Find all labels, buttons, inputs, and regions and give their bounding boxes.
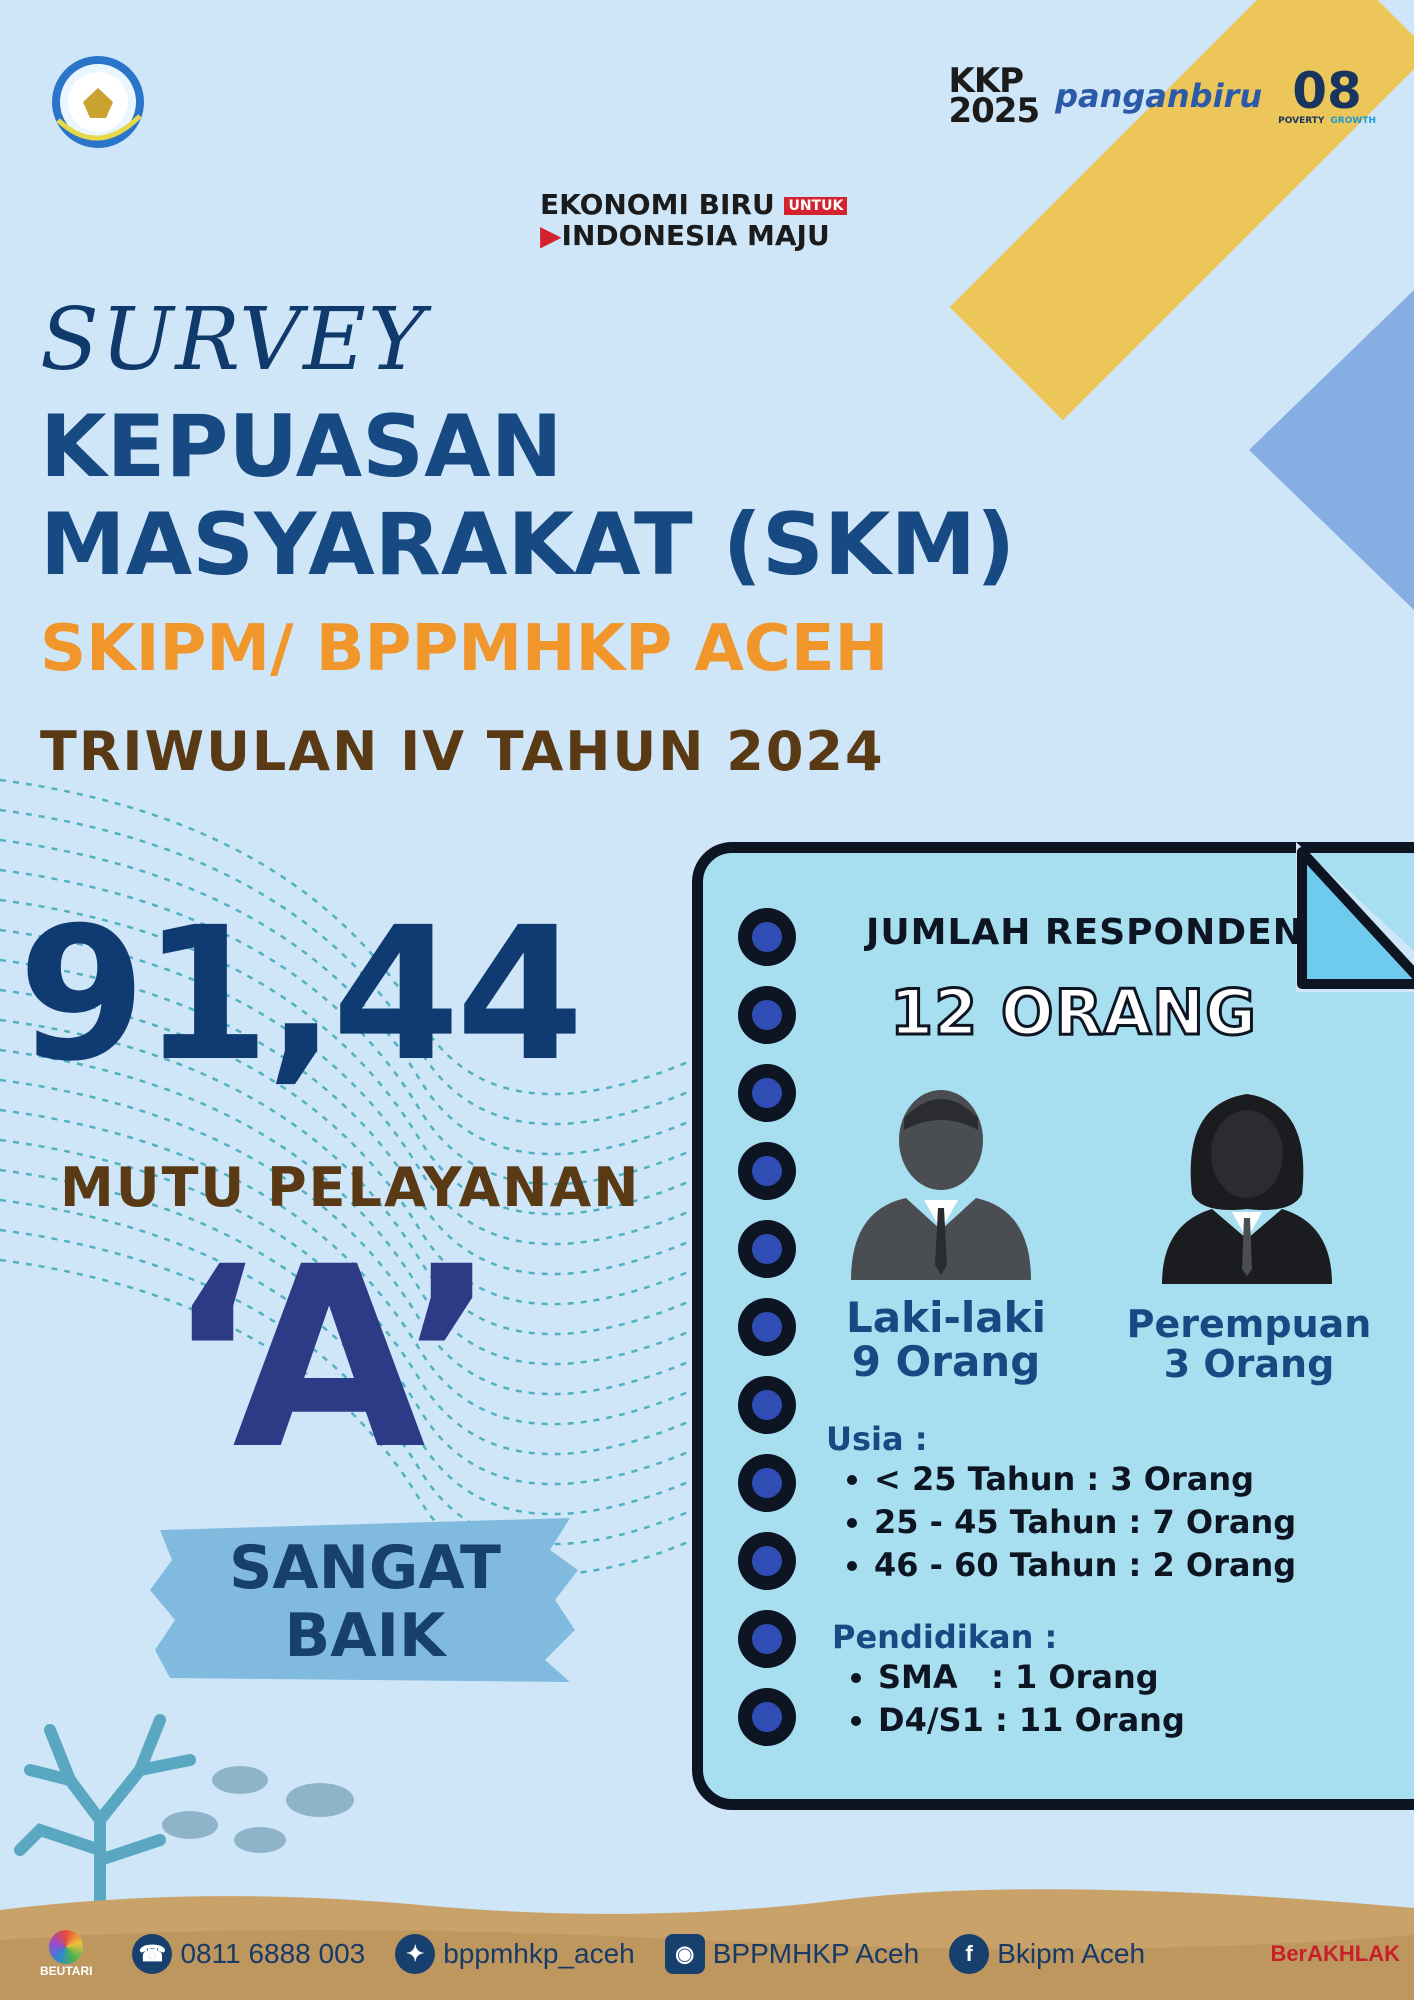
office-title: SKIPM/ BPPMHKP ACEH [40,612,889,686]
zero-eight-growth: GROWTH [1330,116,1376,126]
service-quality-label: MUTU PELAYANAN [60,1156,641,1219]
age-title: Usia : [826,1420,928,1458]
facebook-contact[interactable] [949,1934,1145,1974]
zero-eight-logo [1278,62,1376,126]
category-label [150,1534,580,1670]
phone-contact[interactable] [132,1934,365,1974]
binder-ring [738,986,796,1044]
instagram-contact[interactable] [665,1934,919,1974]
education-title: Pendidikan : [832,1618,1058,1656]
female-label: Perempuan [1126,1302,1372,1346]
category-line2: BAIK [284,1601,446,1671]
kkp-2025-logo [948,61,1040,131]
male-count: 9 Orang [851,1337,1041,1386]
binder-ring [738,1298,796,1356]
binder-ring [738,1532,796,1590]
beutari-emblem [49,1930,83,1964]
male-label: Laki-laki [846,1293,1046,1342]
education-list [832,1656,1312,1742]
facebook-handle: Bkipm Aceh [997,1938,1146,1969]
list-item: • < 25 Tahun : 3 Orang [874,1458,1326,1501]
instagram-icon: ◉ [665,1934,705,1974]
age-section [826,1420,1326,1587]
binder-ring [738,1688,796,1746]
list-item: • D4/S1 : 11 Orang [878,1699,1312,1742]
respondent-total: 12 ORANG [890,976,1258,1049]
card-corner-fold [1296,842,1414,992]
main-title-line1: KEPUASAN [40,397,563,497]
binder-ring [738,1454,796,1512]
blue-triangle-decor [1249,290,1414,610]
twitter-contact[interactable] [395,1934,634,1974]
service-grade: ‘A’ [166,1213,498,1504]
ekonomi-biru-tagline: EKONOMI BIRU UNTUK ▶INDONESIA MAJU [540,190,847,251]
male-block [836,1293,1056,1386]
category-line1: SANGAT [229,1533,501,1603]
twitter-icon: ✦ [395,1934,435,1974]
beutari-text: BEUTARI [40,1964,93,1978]
zero-eight-poverty: POVERTY [1278,116,1325,126]
panganbiru-logo: panganbiru [1055,77,1263,115]
survey-title: SURVEY [40,290,427,390]
twitter-handle: bppmhkp_aceh [443,1938,635,1969]
instagram-handle: BPPMHKP Aceh [712,1938,920,1969]
zero-eight-number: 08 [1292,62,1362,120]
binder-ring [738,1376,796,1434]
phone-icon: ☎ [132,1934,172,1974]
kkp-logo-line1: KKP [948,61,1024,101]
tagline-line2: INDONESIA MAJU [561,219,830,252]
education-section [832,1618,1312,1742]
satisfaction-score: 91,44 [18,888,581,1102]
female-count: 3 Orang [1163,1342,1335,1386]
main-title-line2: MASYARAKAT (SKM) [40,495,1016,595]
binder-ring [738,1220,796,1278]
period-title: TRIWULAN IV TAHUN 2024 [40,720,885,783]
binder-ring [738,1610,796,1668]
female-person-icon [1152,1084,1342,1284]
kkp-logo-line2: 2025 [948,91,1040,131]
coral-fish-illustration [10,1700,380,1910]
main-title [40,398,1015,594]
list-item: • SMA : 1 Orang [878,1656,1312,1699]
list-item: • 25 - 45 Tahun : 7 Orang [874,1501,1326,1544]
age-list [826,1458,1326,1587]
binder-ring [738,1142,796,1200]
binder-ring [738,908,796,966]
tagline-tag: UNTUK [784,197,847,215]
berakhlak-text: BerAKHLAK [1270,1941,1400,1966]
male-person-icon [846,1080,1036,1280]
respondent-heading: JUMLAH RESPONDEN [866,912,1304,953]
partner-brands [948,61,1376,131]
facebook-icon: f [949,1934,989,1974]
binder-ring [738,1064,796,1122]
female-block [1114,1304,1384,1384]
phone-number: 0811 6888 003 [180,1938,366,1969]
tagline-line1: EKONOMI BIRU [540,188,775,221]
berakhlak-logo [1270,1941,1400,1967]
ministry-logo [28,40,168,180]
footer-bar [40,1930,1400,1978]
beutari-logo [40,1930,92,1978]
list-item: • 46 - 60 Tahun : 2 Orang [874,1544,1326,1587]
